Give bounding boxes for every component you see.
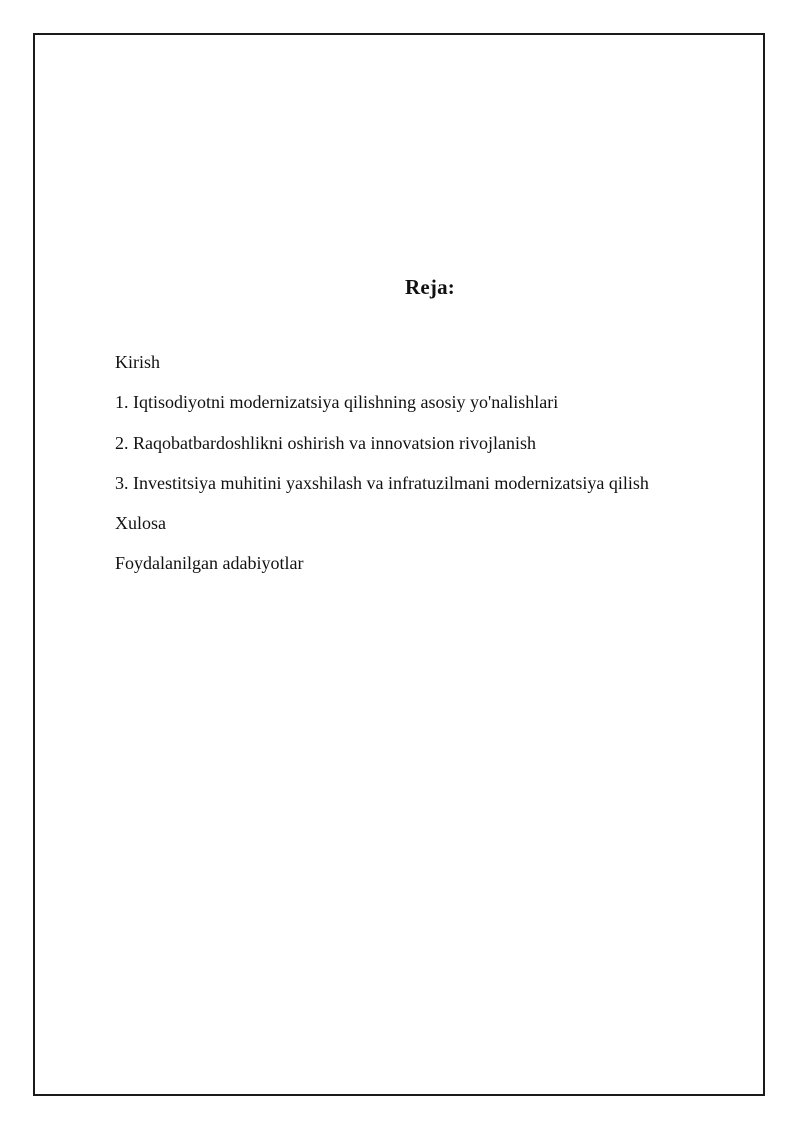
plan-item-conclusion: Xulosa — [115, 513, 166, 534]
plan-item-section-2: 2. Raqobatbardoshlikni oshirish va innovatsion rivojlanish — [115, 432, 536, 453]
plan-item-section-1: 1. Iqtisodiyotni modernizatsiya qilishning asosiy yo'nalishlari — [115, 392, 559, 413]
plan-item-section-3: 3. Investitsiya muhitini yaxshilash va infratuzilmani modernizatsiya qilish — [115, 472, 649, 493]
page-title: Reja: — [405, 275, 455, 299]
plan-item-introduction: Kirish — [115, 352, 160, 372]
plan-list — [115, 350, 649, 592]
plan-item-references: Foydalanilgan adabiyotlar — [115, 553, 304, 574]
